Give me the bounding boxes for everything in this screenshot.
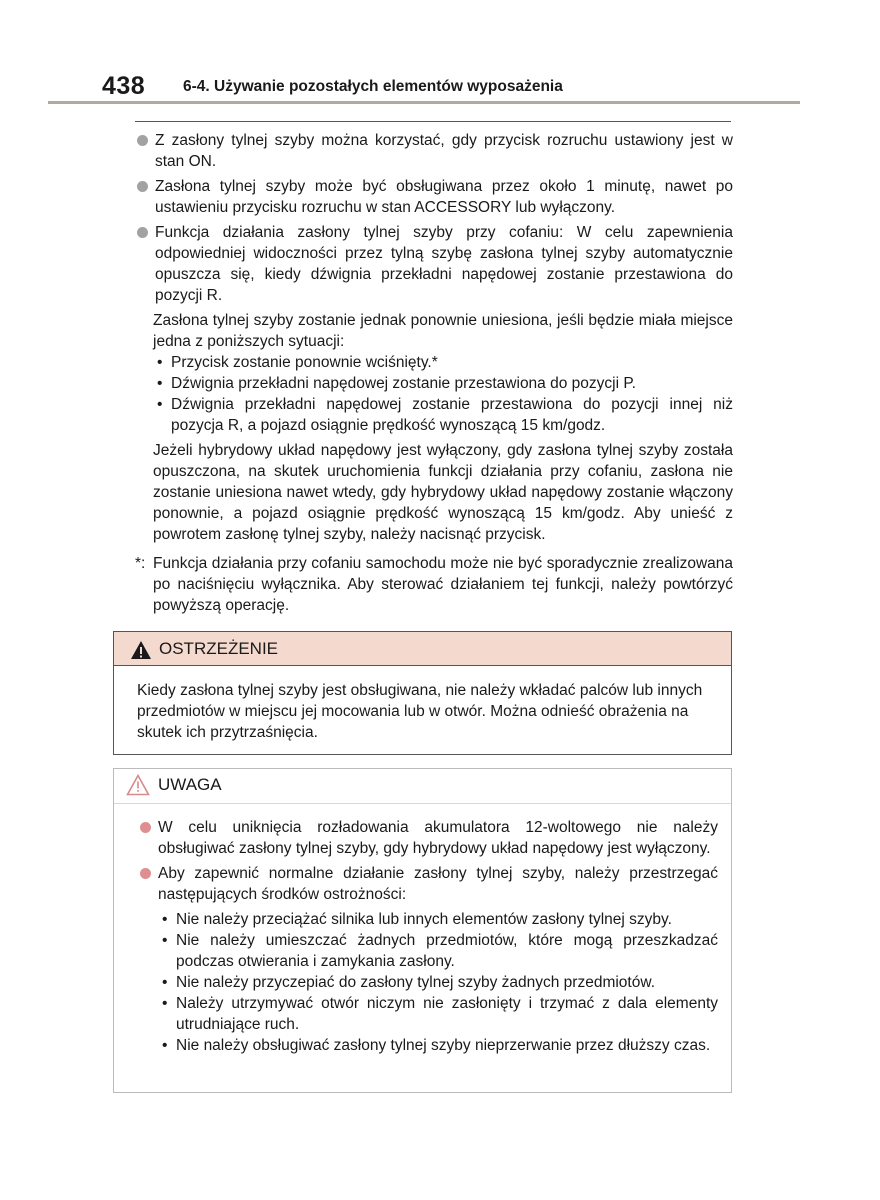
content-rule [135,121,731,122]
small-bullet-icon: • [162,1037,168,1054]
section-title: 6-4. Używanie pozostałych elementów wyposażenia [183,78,563,95]
gray-bullet-icon [137,227,148,238]
pink-bullet-icon [140,868,151,879]
paragraph: Jeżeli hybrydowy układ napędowy jest wyłączony, gdy zasłona tylnej szyby została opuszczona, na skutek uruchomienia funkcji działania przy cofaniu, zasłona nie zostanie uniesiona nawet wtedy, gdy hybrydowy układ napędowy zostanie włączony ponownie, a pojazd osiągnie prędkość wynoszącą 15 km/godz. Aby unieść z powrotem zasłonę tylnej szyby, należy nacisnąć przycisk. [153,442,733,543]
sub-list-item [160,930,718,972]
sub-item-text: Nie należy obsługiwać zasłony tylnej szyby nieprzerwanie przez dłuższy czas. [176,1037,711,1054]
footnote [137,553,733,616]
warning-header [114,632,731,666]
warning-text: Kiedy zasłona tylnej szyby jest obsługiwana, nie należy wkładać palców lub innych przedmiotów w miejscu jej mocowania lub w otwór. Można odnieść obrażenia na skutek ich przytrzaśnięcia. [137,682,703,741]
bullet-text: Aby zapewnić normalne działanie zasłony tylnej szyby, należy przestrzegać następujących środków ostrożności: [158,865,718,903]
caution-outline-triangle-icon [126,774,150,796]
sub-list-item [160,993,718,1035]
notice-content [140,817,718,1056]
list-item [140,817,718,859]
sub-item-text: Nie należy umieszczać żadnych przedmiotów, które mogą przeszkadzać podczas otwierania i zamykania zasłony. [176,932,718,970]
notice-divider [114,803,731,804]
main-content [137,130,733,616]
bullet-text: W celu uniknięcia rozładowania akumulatora 12-woltowego nie należy obsługiwać zasłony tylnej szyby, gdy hybrydowy układ napędowy jest wyłączony. [158,819,718,857]
sub-list-item [160,909,718,930]
notice-title: UWAGA [158,775,222,794]
list-item [140,863,718,905]
paragraph: Zasłona tylnej szyby zostanie jednak ponownie uniesiona, jeśli będzie miała miejsce jedna z poniższych sytuacji: [153,312,733,350]
small-bullet-icon: • [162,932,168,949]
bullet-text: Z zasłony tylnej szyby można korzystać, gdy przycisk rozruchu ustawiony jest w stan ON. [155,132,733,170]
gray-bullet-icon [137,181,148,192]
sub-list-item [155,352,733,373]
bullet-text: Funkcja działania zasłony tylnej szyby przy cofaniu: W celu zapewnienia odpowiedniej widoczności przez tylną szybę zasłona tylnej szyby automatycznie opuszcza się, kiedy dźwignia przekładni napędowej zostanie przestawiona do pozycji R. [155,224,733,304]
sub-list [140,909,718,1056]
small-bullet-icon: • [162,911,168,928]
warning-title: OSTRZEŻENIE [159,639,279,658]
notice-box [113,768,732,1093]
pink-bullet-icon [140,822,151,833]
sub-list-item [160,1035,718,1056]
notice-header [114,769,731,803]
small-bullet-icon: • [157,396,163,413]
page-header [100,72,800,104]
list-item [137,176,733,218]
sub-list [137,352,733,436]
sub-item-text: Nie należy przeciążać silnika lub innych elementów zasłony tylnej szyby. [176,911,672,928]
warning-triangle-icon [130,640,152,660]
sub-list-item [160,972,718,993]
small-bullet-icon: • [162,974,168,991]
sub-item-text: Należy utrzymywać otwór niczym nie zasłonięty i trzymać z dala elementy utrudniające ruch. [176,995,718,1033]
header-rule [48,101,800,104]
sub-item-text: Dźwignia przekładni napędowej zostanie przestawiona do pozycji innej niż pozycja R, a pojazd osiągnie prędkość wynoszącą 15 km/godz. [171,396,733,434]
list-item [137,130,733,172]
sub-list-item [155,373,733,394]
sub-list-item [155,394,733,436]
small-bullet-icon: • [162,995,168,1012]
sub-item-text: Przycisk zostanie ponownie wciśnięty.* [171,354,438,371]
footnote-text: Funkcja działania przy cofaniu samochodu może nie być sporadycznie zrealizowana po naciśnięciu wyłącznika. Aby sterować działaniem tej funkcji, należy powtórzyć powyższą operację. [153,555,733,614]
small-bullet-icon: • [157,375,163,392]
footnote-mark: *: [135,555,146,572]
page-number: 438 [102,72,146,100]
sub-item-text: Dźwignia przekładni napędowej zostanie przestawiona do pozycji P. [171,375,636,392]
list-item [137,222,733,306]
sub-item-text: Nie należy przyczepiać do zasłony tylnej szyby żadnych przedmiotów. [176,974,656,991]
warning-box [113,631,732,755]
small-bullet-icon: • [157,354,163,371]
bullet-text: Zasłona tylnej szyby może być obsługiwana przez około 1 minutę, nawet po ustawieniu przycisku rozruchu w stan ACCESSORY lub wyłączony. [155,178,733,216]
gray-bullet-icon [137,135,148,146]
